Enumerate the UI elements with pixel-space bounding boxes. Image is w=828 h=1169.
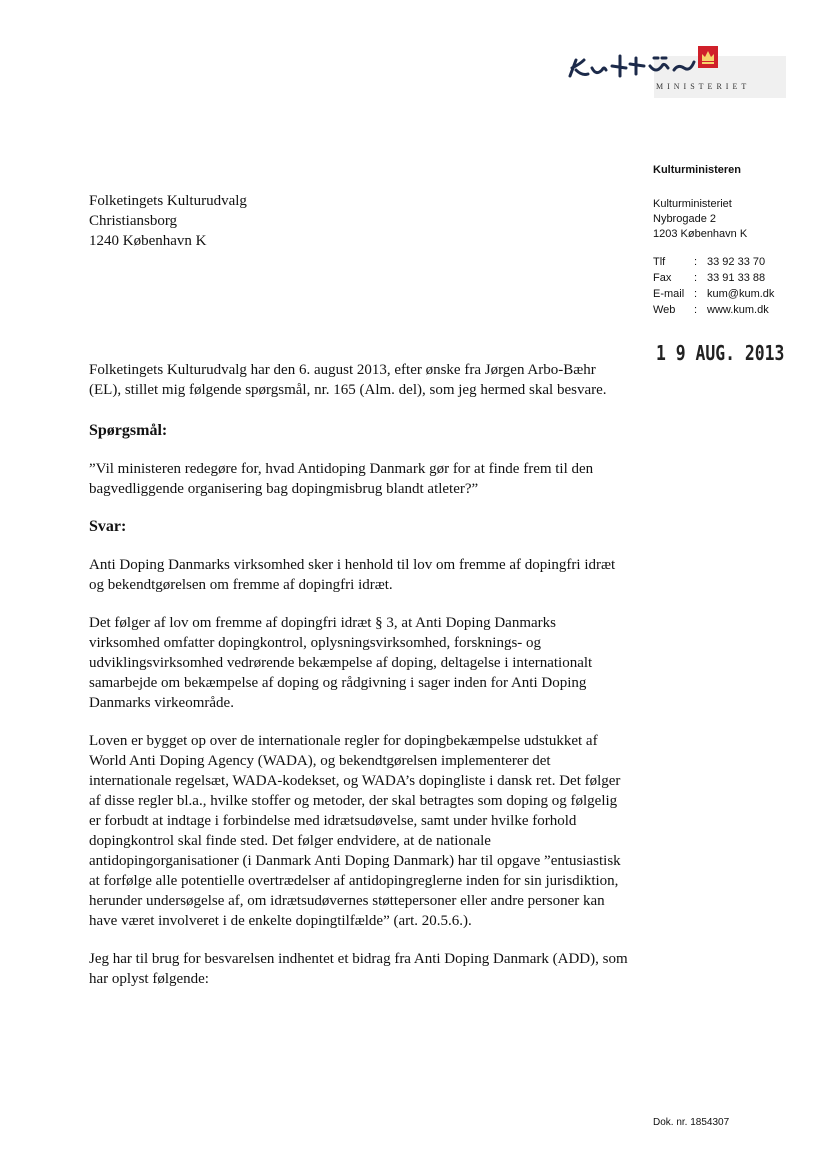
contact-label: Fax [653,272,672,284]
signature-logo-icon [566,46,716,86]
answer-paragraph: Det følger af lov om fremme af dopingfri idræt § 3, at Anti Doping Danmarks virksomhed omfatter dopingkontrol, oplysningsvirksomhed, forsknings- og udviklingsvirksomhed vedrørende bekæmpelse af doping, deltagelse i internationalt samarbejde om bekæmpelse af doping og rådgivning i sager inden for Anti Doping Danmarks virkeområde. [89,615,593,711]
recipient-line: 1240 København K [89,233,207,249]
answer-heading: Svar: [89,518,127,535]
letter-body [89,360,629,989]
answer-paragraph: Jeg har til brug for besvarelsen indhentet et bidrag fra Anti Doping Danmark (ADD), som har oplyst følgende: [89,951,628,987]
contact-value: 33 92 33 70 [707,256,766,268]
contact-label: Tlf [653,256,666,268]
recipient-line: Christiansborg [89,213,178,229]
recipient-line: Folketingets Kulturudvalg [89,193,247,209]
contact-web: Web : www.kum.dk [653,304,769,316]
sender-title: Kulturministeren [653,164,742,176]
contact-label: E-mail [653,288,685,300]
date-stamp: 1 9 AUG. 2013 [656,341,785,365]
contact-value: www.kum.dk [707,304,769,316]
logo-ministeriet-text: MINISTERIET [656,82,751,91]
answer-paragraph: Anti Doping Danmarks virksomhed sker i henhold til lov om fremme af dopingfri idræt og bekendtgørelsen om fremme af dopingfri idræt. [89,557,616,593]
ministry-logo [566,46,786,100]
sender-info [653,164,813,318]
intro-paragraph: Folketingets Kulturudvalg har den 6. august 2013, efter ønske fra Jørgen Arbo-Bæhr (EL), stillet mig følgende spørgsmål, nr. 165 (Alm. del), som jeg hermed skal besvare. [89,362,607,398]
contact-label: Web [653,304,676,316]
contact-fax: Fax : 33 91 33 88 [653,272,766,284]
contact-email: E-mail : kum@kum.dk [653,288,775,300]
contact-list [653,254,813,318]
question-heading: Spørgsmål: [89,422,168,439]
sender-address-line: 1203 København K [653,228,748,240]
contact-phone: Tlf : 33 92 33 70 [653,256,766,268]
sender-address [653,197,813,242]
sender-address-line: Nybrogade 2 [653,213,716,225]
contact-value: kum@kum.dk [707,288,775,300]
crown-icon [698,46,718,68]
recipient-address [89,191,247,251]
document-reference: Dok. nr. 1854307 [653,1117,730,1128]
sender-address-line: Kulturministeriet [653,198,732,210]
question-paragraph: ”Vil ministeren redegøre for, hvad Antidoping Danmark gør for at finde frem til den bagvedliggende organisering bag dopingmisbrug blandt atleter?” [89,461,594,497]
contact-value: 33 91 33 88 [707,272,766,284]
answer-paragraph: Loven er bygget op over de internationale regler for dopingbekæmpelse udstukket af World Anti Doping Agency (WADA), og bekendtgørelsen implementerer det internationale regelsæt, WADA-kodekset, og WADA’s dopingliste i dansk ret. Det følger af disse regler bl.a., hvilke stoffer og metoder, der skal betragtes som doping og følgelig er forbudt at indtage i forbindelse med idrætsudøvelse, samt under hvilke forhold dopingkontrol skal finde sted. Det følger endvidere, at de nationale antidopingorganisationer (i Danmark Anti Doping Danmark) har til opgave ”entusiastisk at forfølge alle potentielle overtrædelser af antidopingreglerne inden for sin jurisdiktion, herunder undersøgelse af, om idrætsudøvernes støttepersoner eller andre personer kan have været involveret i de enkelte dopingtilfælde” (art. 20.5.6.). [89,733,621,929]
